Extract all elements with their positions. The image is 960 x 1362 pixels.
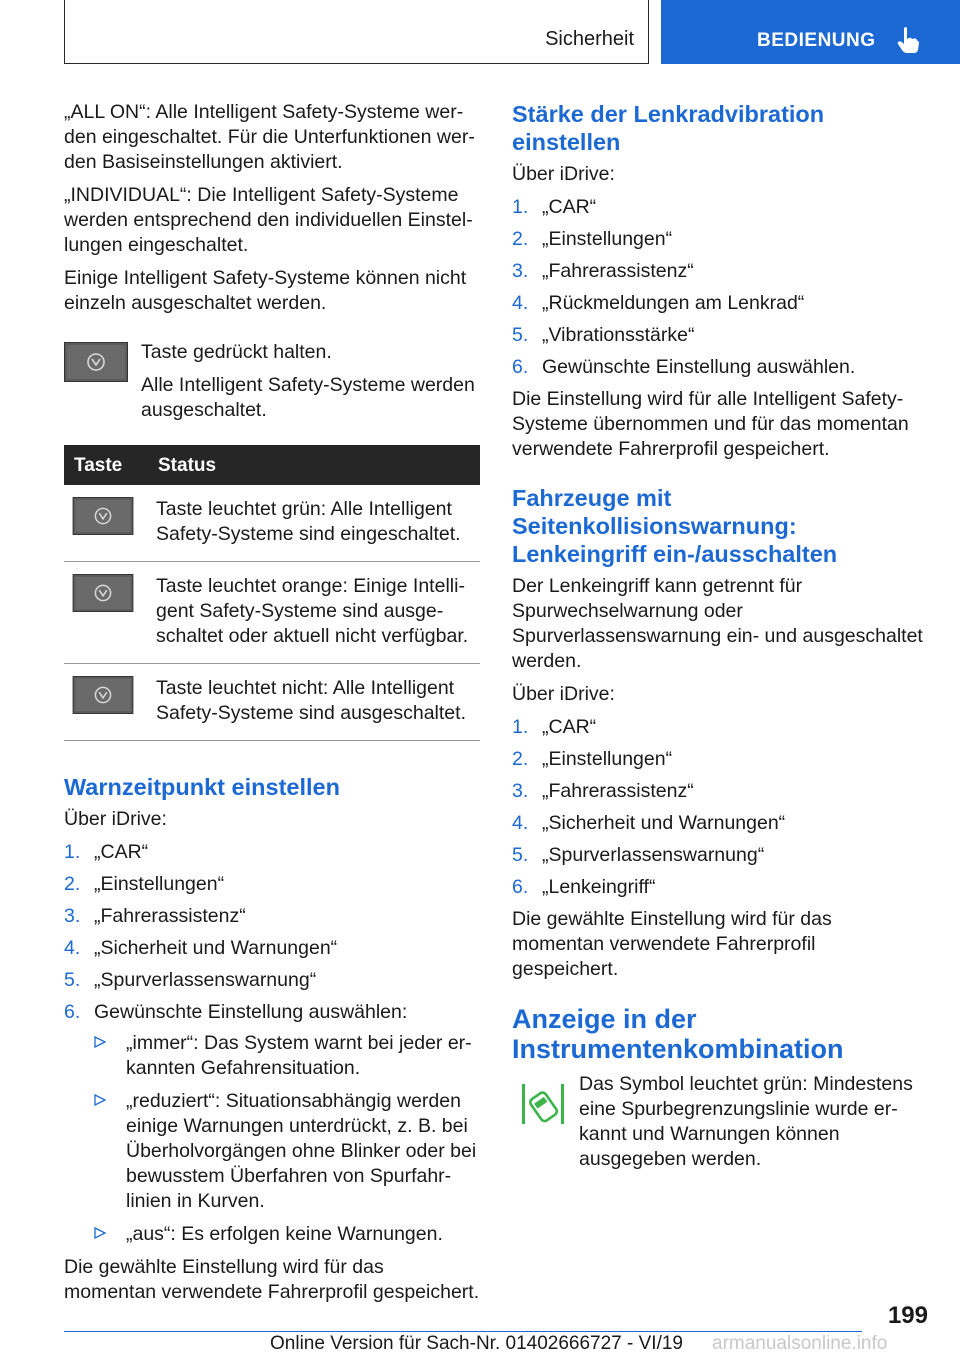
- list-item: 6. Gewünschte Einstellung auswählen: „immer“: Das System warnt bei jeder erkannten Gefahrensituation. „reduziert“: Situationsabhängig werden einige Warnungen unterdrückt, z. B. bei Überholvorgängen ohne Blinker oder bei bewusstem Überfahren von Spurfahrlinien in Kurven. „aus“: Es erfolgen keine Warnungen.: [64, 1000, 480, 1247]
- table-header-status: Status: [148, 445, 480, 485]
- table-row: [64, 562, 480, 664]
- warn-options-list: [94, 1031, 480, 1247]
- warn-steps-list: [64, 840, 480, 1247]
- heading-seitenkollision: Fahrzeuge mit Seitenkollisionswarnung: Lenkeingriff ein-/ausschalten: [512, 485, 838, 567]
- lane-departure-icon: [520, 1080, 566, 1128]
- list-item: 5. „Spurverlassenswarnung“: [512, 844, 765, 866]
- safety-button-icon: [72, 676, 134, 714]
- watermark: armanualsonline.info: [712, 1333, 888, 1354]
- header-chapter-tab: [661, 0, 960, 64]
- list-item: „reduziert“: Situationsabhängig werden einige Warnungen unterdrückt, z. B. bei Überholvorgängen ohne Blinker oder bei bewusstem Überfahren von Spurfahrlinien in Kurven.: [94, 1089, 480, 1214]
- list-item: 4. „Sicherheit und Warnungen“: [512, 812, 786, 834]
- footer-text: Online Version für Sach-Nr. 01402666727 - VI/19: [270, 1333, 683, 1354]
- list-item: 4. „Rückmeldungen am Lenkrad“: [512, 292, 805, 314]
- side-intro: Über iDrive:: [512, 683, 615, 705]
- key-hold-result: Alle Intelligent Safety-Systeme werden ausgeschaltet.: [141, 374, 475, 421]
- paragraph-all-on: „ALL ON“: Alle Intelligent Safety-Systeme werden eingeschaltet. Für die Unterfunktionen werden Basiseinstellungen aktiviert.: [64, 101, 475, 173]
- warn-outro: Die gewählte Einstellung wird für das momentan verwendete Fahrerprofil gespeichert.: [64, 1256, 480, 1303]
- side-steps-list: [512, 715, 924, 900]
- footer-divider: [64, 1331, 862, 1332]
- header-section-title: Sicherheit: [545, 28, 634, 50]
- heading-anzeige: Anzeige in der Instrumentenkombination: [512, 1004, 844, 1064]
- list-item: 2. „Einstellungen“: [64, 873, 225, 895]
- header-chapter-title: BEDIENUNG: [757, 30, 876, 51]
- side-outro: Die gewählte Einstellung wird für das momentan verwendete Fahrerprofil gespeichert.: [512, 908, 832, 980]
- list-item: 3. „Fahrerassistenz“: [512, 780, 694, 802]
- triangle-bullet-icon: [94, 1094, 106, 1106]
- triangle-bullet-icon: [94, 1036, 106, 1048]
- display-info-block: [512, 1072, 924, 1172]
- table-cell-status: Taste leuchtet grün: Alle Intelligent Safety-Systeme sind eingeschaltet.: [148, 485, 480, 562]
- display-info-text: Das Symbol leuchtet grün: Mindestens eine Spurbegrenzungslinie wurde erkannt und Warnungen können ausgegeben werden.: [579, 1073, 913, 1170]
- table-cell-status: Taste leuchtet orange: Einige Intelligent Safety-Systeme sind ausgeschaltet oder aktuell nicht verfügbar.: [148, 562, 480, 664]
- heading-warnzeitpunkt: Warnzeitpunkt einstellen: [64, 774, 340, 800]
- triangle-bullet-icon: [94, 1227, 106, 1239]
- pointing-hand-icon: [896, 26, 920, 54]
- list-item: 1. „CAR“: [512, 196, 597, 218]
- table-header-taste: Taste: [64, 445, 148, 485]
- left-column: [64, 100, 480, 1313]
- vib-steps-list: [512, 195, 924, 380]
- key-hold-block: [64, 340, 480, 423]
- page-number: 199: [887, 1302, 928, 1329]
- list-item: 1. „CAR“: [512, 716, 597, 738]
- paragraph-individual: „INDIVIDUAL“: Die Intelligent Safety-Systeme werden entsprechend den individuellen Einstellungen eingeschaltet.: [64, 184, 473, 256]
- table-cell-status: Taste leuchtet nicht: Alle Intelligent Safety-Systeme sind ausgeschaltet.: [148, 664, 480, 741]
- safety-button-icon: [72, 574, 134, 612]
- list-item: 4. „Sicherheit und Warnungen“: [64, 937, 338, 959]
- table-row: [64, 485, 480, 562]
- vib-intro: Über iDrive:: [512, 163, 615, 185]
- warn-intro: Über iDrive:: [64, 808, 167, 830]
- side-paragraph: Der Lenkeingriff kann getrennt für Spurwechselwarnung oder Spurverlassenswarnung ein- und ausgeschaltet werden.: [512, 575, 923, 672]
- safety-button-icon: [72, 497, 134, 535]
- key-hold-instruction: Taste gedrückt halten.: [141, 341, 332, 363]
- list-item: „immer“: Das System warnt bei jeder erkannten Gefahrensituation.: [94, 1031, 480, 1081]
- table-row: [64, 664, 480, 741]
- vib-outro: Die Einstellung wird für alle Intelligent Safety-Systeme übernommen und für das momentan verwendete Fahrerprofil gespeichert.: [512, 388, 909, 460]
- list-item: 3. „Fahrerassistenz“: [64, 905, 246, 927]
- list-item: 2. „Einstellungen“: [512, 748, 673, 770]
- safety-button-icon: [64, 342, 128, 382]
- list-item: 2. „Einstellungen“: [512, 228, 673, 250]
- list-item: 5. „Spurverlassenswarnung“: [64, 969, 317, 991]
- paragraph-not-single: Einige Intelligent Safety-Systeme können nicht einzeln ausgeschaltet werden.: [64, 267, 467, 314]
- list-item: „aus“: Es erfolgen keine Warnungen.: [94, 1222, 480, 1247]
- header-section-box: [64, 0, 649, 64]
- list-item: 6. „Lenkeingriff“: [512, 876, 656, 898]
- list-item: 3. „Fahrerassistenz“: [512, 260, 694, 282]
- list-item: 5. „Vibrationsstärke“: [512, 324, 695, 346]
- right-column: [512, 100, 924, 1180]
- list-item: 6. Gewünschte Einstellung auswählen.: [512, 356, 856, 378]
- heading-lenkradvibration: Stärke der Lenkradvibration einstellen: [512, 101, 825, 155]
- button-status-table: [64, 445, 480, 741]
- list-item: 1. „CAR“: [64, 841, 149, 863]
